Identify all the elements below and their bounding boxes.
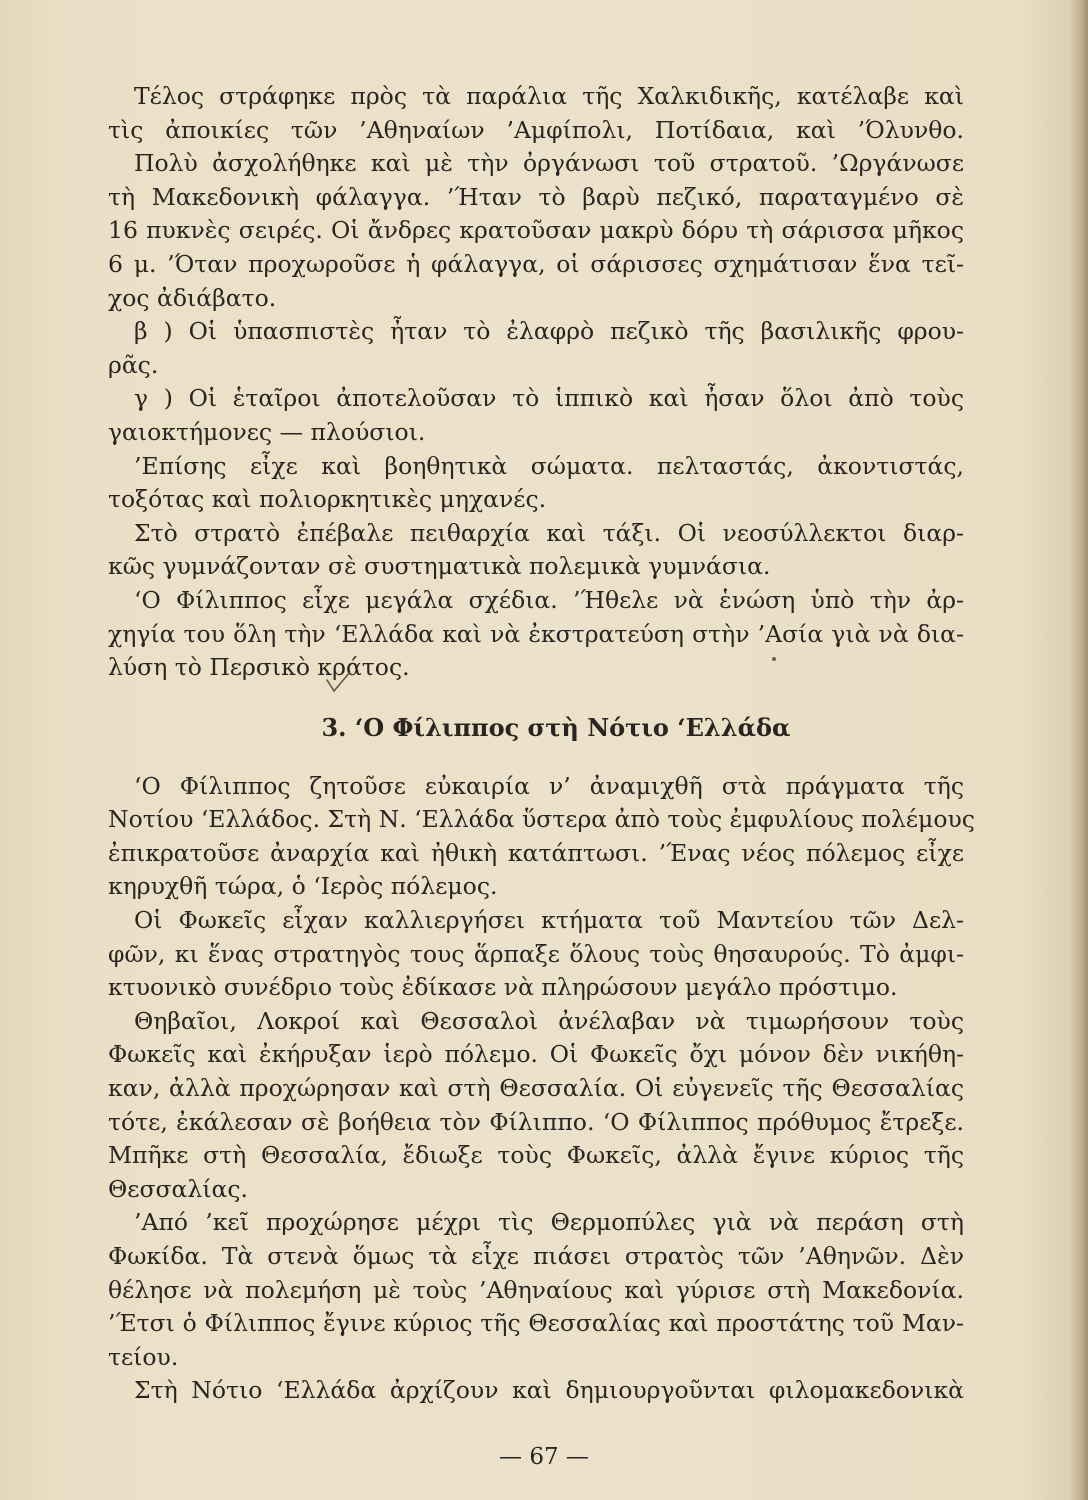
text-line: ’Επίσης εἶχε καὶ βοηθητικὰ σώματα. πελταστάς, ἀκοντιστάς,: [134, 451, 964, 480]
text-line: ἐπικρατοῦσε ἀναρχία καὶ ἠθικὴ κατάπτωσι. ’Ένας νέος πόλεμος εἶχε: [108, 838, 964, 867]
text-line: Νοτίου ‘Ελλάδος. Στὴ Ν. ‘Ελλάδα ὕστερα ἀπὸ τοὺς ἐμφυλίους πολέμους: [108, 805, 975, 834]
text-line: χος ἀδιάβατο.: [108, 283, 277, 312]
text-line: χηγία του ὅλη τὴν ‘Ελλάδα καὶ νὰ ἐκστρατεύση στὴν ’Ασία γιὰ νὰ δια-: [108, 619, 964, 648]
text-line: κτυονικὸ συνέδριο τοὺς ἐδίκασε νὰ πληρώσουν μεγάλο πρόστιμο.: [108, 973, 898, 1002]
text-line: Θηβαῖοι, Λοκροί καὶ Θεσσαλοὶ ἀνέλαβαν νὰ τιμωρήσουν τοὺς: [134, 1006, 964, 1035]
text-line: ρᾶς.: [108, 350, 159, 379]
text-line: τότε, ἐκάλεσαν σὲ βοήθεια τὸν Φίλιππο. ‘Ο Φίλιππος πρόθυμος ἔτρεξε.: [108, 1107, 964, 1136]
text-line: Τέλος στράφηκε πρὸς τὰ παράλια τῆς Χαλκιδικῆς, κατέλαβε καὶ: [134, 82, 964, 110]
text-line: λύση τὸ Περσικὸ κράτος.: [108, 653, 410, 682]
pencil-checkmark-icon: [323, 670, 353, 694]
text-line: κηρυχθῆ τώρα, ὁ ‘Ιερὸς πόλεμος.: [108, 872, 498, 901]
text-line: ’Από ’κεῖ προχώρησε μέχρι τὶς Θερμοπύλες γιὰ νὰ περάση στὴ: [134, 1208, 964, 1237]
text-line: Πολὺ ἀσχολήθηκε καὶ μὲ τὴν ὀργάνωσι τοῦ στρατοῦ. ’Ωργάνωσε: [134, 149, 964, 178]
text-line: Οἱ Φωκεῖς εἶχαν καλλιεργήσει κτήματα τοῦ Μαντείου τῶν Δελ-: [134, 906, 964, 935]
text-line: τοξότας καὶ πολιορκητικὲς μηχανές.: [108, 485, 547, 514]
text-line: Μπῆκε στὴ Θεσσαλία, ἔδιωξε τοὺς Φωκεῖς, ἀλλὰ ἔγινε κύριος τῆς: [108, 1141, 964, 1170]
page-spine-shadow: [1070, 0, 1088, 1500]
text-line: Στὴ Νότιο ‘Ελλάδα ἀρχίζουν καὶ δημιουργοῦνται φιλομακεδονικὰ: [134, 1376, 964, 1405]
text-line: θέλησε νὰ πολεμήση μὲ τοὺς ’Αθηναίους καὶ γύρισε στὴ Μακεδονία.: [108, 1275, 964, 1304]
text-line: Θεσσαλίας.: [108, 1174, 249, 1203]
text-line: τὴ Μακεδονικὴ φάλαγγα. ’Ήταν τὸ βαρὺ πεζικό, παραταγμένο σὲ: [108, 182, 964, 211]
text-line: φῶν, κι ἕνας στρατηγὸς τους ἅρπαξε ὅλους τοὺς θησαυρούς. Τὸ ἀμφι-: [108, 939, 964, 968]
text-line: καν, ἀλλὰ προχώρησαν καὶ στὴ Θεσσαλία. Οἱ εὐγενεῖς τῆς Θεσσαλίας: [108, 1074, 964, 1103]
text-line: Στὸ στρατὸ ἐπέβαλε πειθαρχία καὶ τάξι. Οἱ νεοσύλλεκτοι διαρ-: [134, 518, 964, 547]
text-line: γαιοκτήμονες — πλούσιοι.: [108, 417, 426, 446]
text-line: τὶς ἀποικίες τῶν ’Αθηναίων ’Αμφίπολι, Ποτίδαια, καὶ ’Όλυνθο.: [108, 115, 964, 144]
page-number: — 67 —: [499, 1444, 589, 1470]
text-line: 6 μ. ’Όταν προχωροῦσε ἡ φάλαγγα, οἱ σάρισσες σχημάτισαν ἕνα τεῖ-: [108, 249, 964, 278]
text-line: ‘Ο Φίλιππος ζητοῦσε εὐκαιρία ν’ ἀναμιχθῆ στὰ πράγματα τῆς: [134, 771, 964, 800]
text-line: ’Έτσι ὁ Φίλιππος ἔγινε κύριος τῆς Θεσσαλίας καὶ προστάτης τοῦ Μαν-: [108, 1309, 964, 1338]
ink-speck: [772, 657, 776, 661]
text-line: κῶς γυμνάζονταν σὲ συστηματικὰ πολεμικὰ γυμνάσια.: [108, 552, 771, 581]
section-heading: 3. ‘Ο Φίλιππος στὴ Νότιο ‘Ελλάδα: [321, 712, 791, 742]
page-text: [108, 80, 975, 1408]
text-line: τείου.: [108, 1342, 179, 1371]
text-line: β ) Οἱ ὑπασπιστὲς ἦταν τὸ ἐλαφρὸ πεζικὸ τῆς βασιλικῆς φρου-: [134, 317, 964, 346]
text-line: γ ) Οἱ ἑταῖροι ἀποτελοῦσαν τὸ ἱππικὸ καὶ ἦσαν ὅλοι ἀπὸ τοὺς: [134, 384, 964, 413]
text-line: Φωκίδα. Τὰ στενὰ ὅμως τὰ εἶχε πιάσει στρατὸς τῶν ’Αθηνῶν. Δὲν: [108, 1242, 964, 1270]
text-line: ‘Ο Φίλιππος εἶχε μεγάλα σχέδια. ’Ήθελε νὰ ἑνώση ὑπὸ τὴν ἀρ-: [134, 585, 964, 614]
text-line: Φωκεῖς καὶ ἐκήρυξαν ἱερὸ πόλεμο. Οἱ Φωκεῖς ὄχι μόνον δὲν νικήθη-: [108, 1040, 964, 1069]
text-line: 16 πυκνὲς σειρές. Οἱ ἄνδρες κρατοῦσαν μακρὺ δόρυ τὴ σάρισσα μῆκος: [108, 216, 964, 245]
